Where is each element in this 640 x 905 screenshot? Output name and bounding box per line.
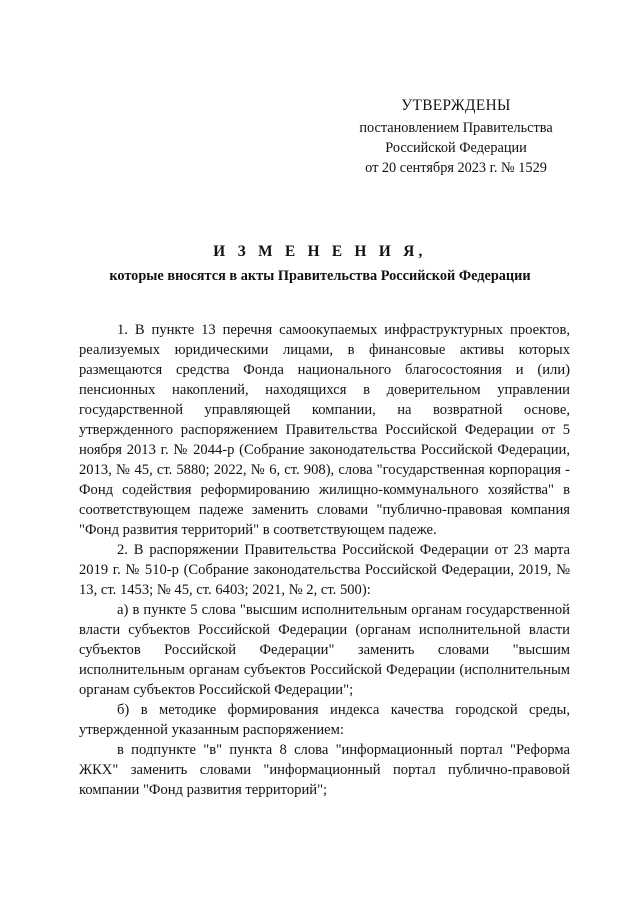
paragraph-2b: б) в методике формирования индекса качества городской среды, утвержденной указанным распоряжением: [79, 702, 570, 738]
paragraph-1: 1. В пункте 13 перечня самоокупаемых инфраструктурных проектов, реализуемых юридическими лицами, в финансовые активы которых размещаются средства Фонда национального благосостояния и (или) пенсионных накоплений, находящихся в доверительном управлении государственной управляющей компании, на возвратной основе, утвержденного распоряжением Правительства Российской Федерации от 5 ноября 2013 г. № 2044-р (Собрание законодательства Российской Федерации, 2013, № 45, ст. 5880; 2022, № 6, ст. 908), слова "государственная корпорация - Фонд содействия реформированию жилищно-коммунального хозяйства" в соответствующем падеже заменить словами "публично-правовая компания "Фонд развития территорий" в соответствующем падеже. [79, 322, 570, 538]
paragraph-2: 2. В распоряжении Правительства Российской Федерации от 23 марта 2019 г. № 510-р (Собрание законодательства Российской Федерации, 2019, № 13, ст. 1453; № 45, ст. 6403; 2021, № 2, ст. 500): [79, 542, 570, 598]
approval-line-2: Российской Федерации [385, 140, 527, 156]
paragraph-2b-sub: в подпункте "в" пункта 8 слова "информационный портал "Реформа ЖКХ" заменить словами "информационный портал публично-правовой компании "Фонд развития территорий"; [79, 742, 570, 798]
approval-line-3: от 20 сентября 2023 г. № 1529 [365, 160, 547, 176]
paragraph-2a: а) в пункте 5 слова "высшим исполнительным органам государственной власти субъектов Российской Федерации (органам исполнительной власти субъектов Российской Федерации" заменить словами "высшим исполнительным органам субъектов Российской Федерации (исполнительным органам субъектов Российской Федерации"; [79, 602, 570, 698]
approval-heading: УТВЕРЖДЕНЫ [401, 97, 511, 114]
approval-stamp [340, 96, 572, 178]
document-body [79, 320, 570, 800]
approval-line-1: постановлением Правительства [359, 120, 553, 136]
document-subtitle: которые вносятся в акты Правительства Российской Федерации [109, 268, 531, 284]
document-title: И З М Е Н Е Н И Я, [213, 243, 427, 260]
